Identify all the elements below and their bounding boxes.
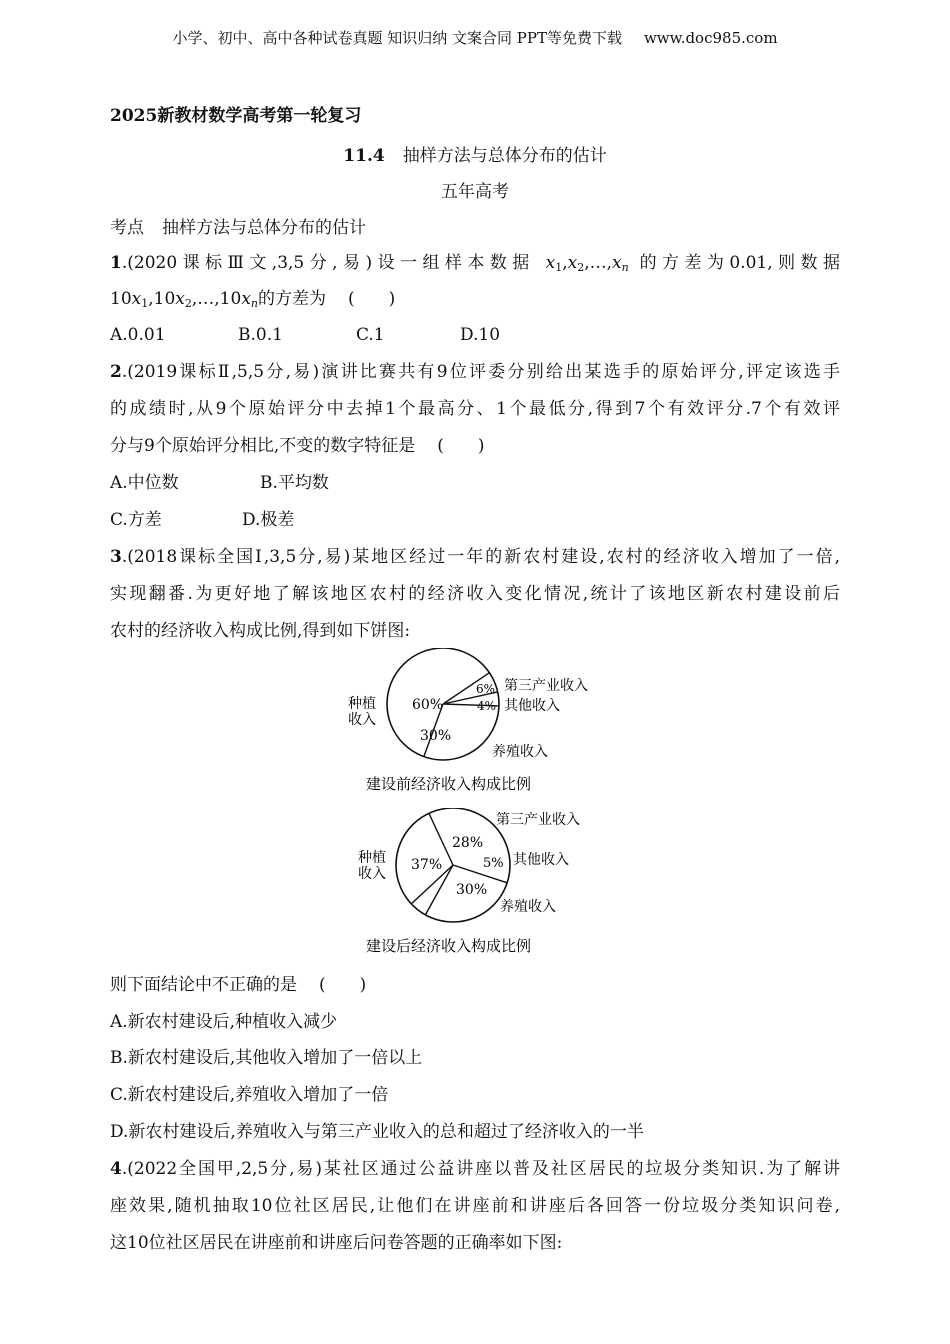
pie-after-pct-planting: 37% xyxy=(411,857,443,873)
q1-line2 xyxy=(110,287,395,316)
header-url[interactable]: www.doc985.com xyxy=(643,29,778,47)
q2-line3 xyxy=(110,434,485,458)
q2-paren: ( ) xyxy=(437,436,485,456)
pie-after-pct-tertiary: 28% xyxy=(452,835,484,851)
q3-source: .(2018课标全国Ⅰ,3,5分,易) xyxy=(121,547,351,567)
pie-after-pct-breeding: 30% xyxy=(456,882,488,898)
q2-option-b: B.平均数 xyxy=(260,473,329,493)
q2-option-a: A.中位数 xyxy=(110,473,179,493)
q3-option-b: B.新农村建设后,其他收入增加了一倍以上 xyxy=(110,1048,423,1068)
q2-source: .(2019课标Ⅱ,5,5分,易) xyxy=(121,362,320,382)
q2-text3: 分与9个原始评分相比,不变的数字特征是 xyxy=(110,436,416,456)
pie-before-pct-planting: 60% xyxy=(412,697,444,713)
q1-number: 1 xyxy=(110,253,122,273)
q2-options-row2 xyxy=(110,508,294,532)
pie-chart-after xyxy=(330,808,620,960)
pie-after-label-tertiary: 第三产业收入 xyxy=(496,812,580,828)
q3-paren: ( ) xyxy=(319,975,367,995)
q3-line3: 农村的经济收入构成比例,得到如下饼图: xyxy=(110,621,411,641)
q1-options xyxy=(110,323,500,347)
q3-after xyxy=(110,973,366,997)
q4-line1 xyxy=(110,1157,840,1181)
q1-formula-10x: $10x_1,10x_2,\dots,10x_n$ xyxy=(110,289,259,310)
q3-option-d: D.新农村建设后,养殖收入与第三产业收入的总和超过了经济收入的一半 xyxy=(110,1122,644,1142)
pie-before-pct-breeding: 30% xyxy=(420,728,452,744)
q2-options-row1 xyxy=(110,471,329,495)
q1-option-a: A.0.01 xyxy=(110,325,166,345)
q1-formula-x: $x_1,x_2,\dots,x_n$ xyxy=(545,253,629,274)
pie-before-label-other: 其他收入 xyxy=(504,698,560,714)
pie-after-label-planting-line2: 收入 xyxy=(358,866,386,882)
topic-title: 抽样方法与总体分布的估计 xyxy=(162,218,366,238)
pie-after-pct-other: 5% xyxy=(483,856,504,871)
q2-number: 2 xyxy=(110,362,122,382)
q1-paren: ( ) xyxy=(348,289,396,309)
q1-option-d: D.10 xyxy=(460,325,501,345)
q3-text1: 某地区经过一年的新农村建设,农村的经济收入增加了一倍, xyxy=(350,547,840,567)
q1-option-c: C.1 xyxy=(356,325,385,345)
q3-option-c: C.新农村建设后,养殖收入增加了一倍 xyxy=(110,1085,389,1105)
q2-option-d: D.极差 xyxy=(242,510,295,530)
doc-title: 2025新教材数学高考第一轮复习 xyxy=(110,106,362,126)
q2-line1 xyxy=(110,360,840,384)
q1-text3: 的方差为 xyxy=(258,289,327,309)
section-number: 11.4 xyxy=(343,146,385,166)
q3-line2: 实现翻番.为更好地了解该地区农村的经济收入变化情况,统计了该地区新农村建设前后 xyxy=(110,584,840,604)
q4-text1: 某社区通过公益讲座以普及社区居民的垃圾分类知识.为了解讲 xyxy=(321,1159,840,1179)
q1-line1 xyxy=(110,251,840,280)
pie-after-label-planting-line1: 种植 xyxy=(358,850,386,866)
section-title: 抽样方法与总体分布的估计 xyxy=(402,146,607,166)
pie-after-label-other: 其他收入 xyxy=(513,852,569,868)
subtitle: 五年高考 xyxy=(441,182,509,202)
header-text: 小学、初中、高中各种试卷真题 知识归纳 文案合同 PPT等免费下载 xyxy=(172,29,622,47)
pie-chart-before xyxy=(330,648,620,800)
q3-line1 xyxy=(110,545,840,569)
q4-line3: 这10位社区居民在讲座前和讲座后问卷答题的正确率如下图: xyxy=(110,1233,563,1253)
pie-before-label-breeding: 养殖收入 xyxy=(492,744,548,760)
q4-line2: 座效果,随机抽取10位社区居民,让他们在讲座前和讲座后各回答一份垃圾分类知识问卷, xyxy=(110,1196,840,1216)
q1-source: .(2020课标Ⅲ文,3,5分,易) xyxy=(121,253,373,273)
section-heading xyxy=(0,144,950,168)
pie-before-title: 建设前经济收入构成比例 xyxy=(366,775,532,793)
topic-line xyxy=(110,216,366,240)
q1-text2: 的方差为0.01,则数据 xyxy=(639,253,840,273)
page-header xyxy=(0,27,950,48)
q4-source: .(2022全国甲,2,5分,易) xyxy=(121,1159,322,1179)
q3-option-a: A.新农村建设后,种植收入减少 xyxy=(110,1012,338,1032)
pie-before-label-planting-line2: 收入 xyxy=(348,712,376,728)
pie-before-label-planting-line1: 种植 xyxy=(348,696,376,712)
pie-after-title: 建设后经济收入构成比例 xyxy=(366,937,532,955)
q3-after-text: 则下面结论中不正确的是 xyxy=(110,975,297,995)
pie-before-pct-other: 4% xyxy=(477,699,497,713)
q2-text1: 演讲比赛共有9位评委分别给出某选手的原始评分,评定该选手 xyxy=(319,362,840,382)
q3-number: 3 xyxy=(110,547,122,567)
pie-before-label-tertiary: 第三产业收入 xyxy=(504,678,588,694)
pie-after-label-breeding: 养殖收入 xyxy=(500,899,556,915)
pie-before-pct-tertiary: 6% xyxy=(476,682,496,696)
topic-label: 考点 xyxy=(110,218,144,238)
q1-text1: 设一组样本数据 xyxy=(372,253,535,273)
q2-option-c: C.方差 xyxy=(110,510,162,530)
q2-line2: 的成绩时,从9个原始评分中去掉1个最高分、1个最低分,得到7个有效评分.7个有效评 xyxy=(110,399,840,419)
q4-number: 4 xyxy=(110,1159,122,1179)
q1-option-b: B.0.1 xyxy=(238,325,283,345)
